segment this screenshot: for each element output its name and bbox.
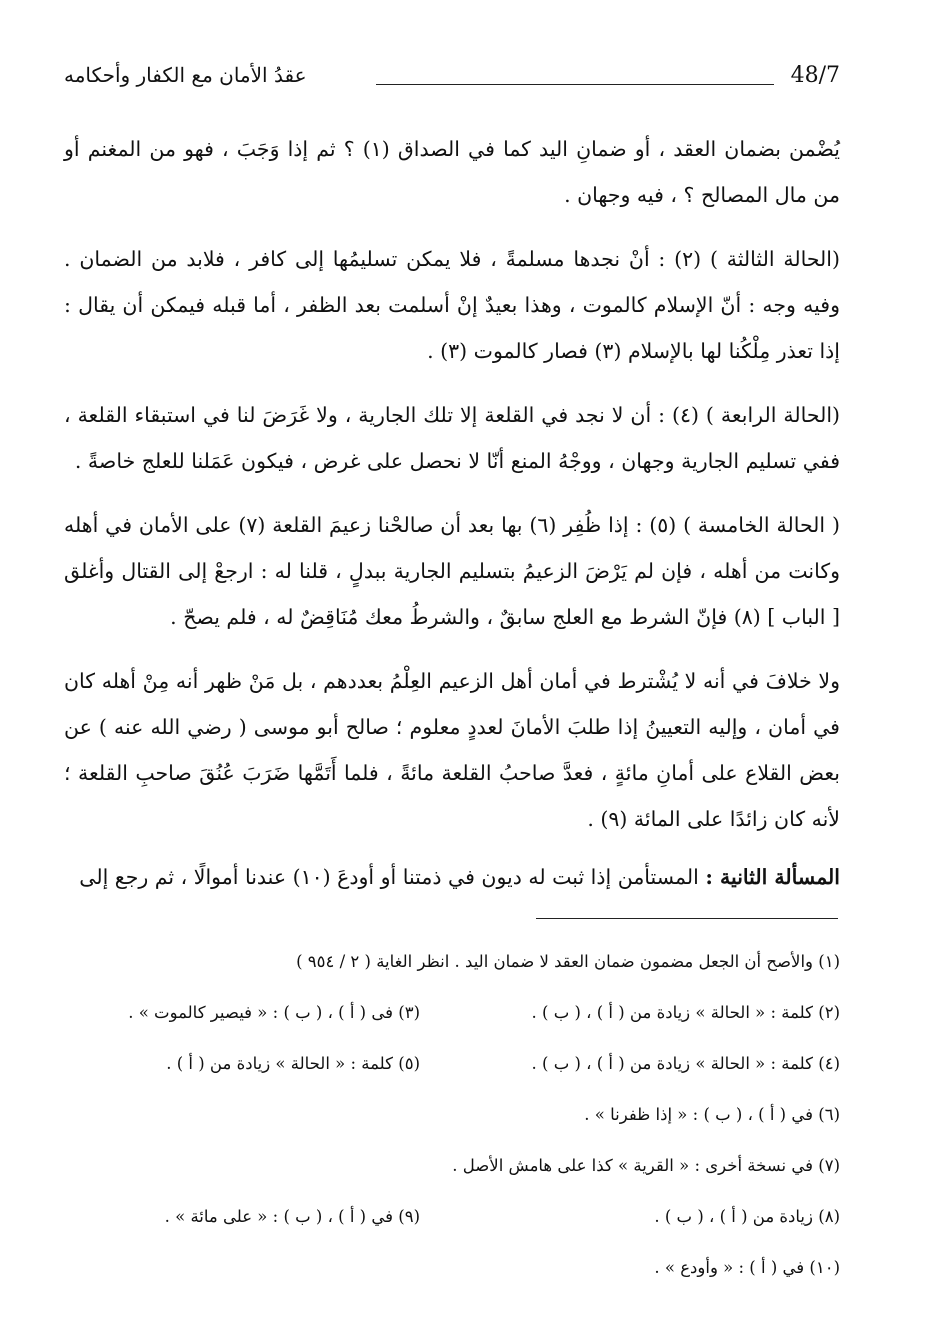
footnote-2: (٢) كلمة : « الحالة » زيادة من ( أ ) ، ( ب ) . — [531, 1003, 840, 1022]
footnote-row — [64, 1089, 840, 1140]
footnote-row — [64, 1191, 840, 1242]
footnotes — [64, 936, 840, 1293]
footnote-8: (٨) زيادة من ( أ ) ، ( ب ) . — [654, 1207, 840, 1226]
footnote-row — [64, 936, 840, 987]
footnote-3: (٣) فى ( أ ) ، ( ب ) : « فيصير كالموت » . — [128, 1003, 420, 1022]
footnote-7: (٧) في نسخة أخرى : « القرية » كذا على هامش الأصل . — [452, 1156, 840, 1175]
footnote-6: (٦) في ( أ ) ، ( ب ) : « إذا ظفرنا » . — [584, 1105, 840, 1124]
footnote-10: (١٠) في ( أ ) : « وأودع » . — [654, 1258, 840, 1277]
footnote-rule — [536, 918, 838, 919]
paragraph-1: يُضْمن بضمان العقد ، أو ضمانِ اليد كما في الصداق (١) ؟ ثم إذا وَجَبَ ، فهو من المغنم أو من مال المصالح ؟ ، فيه وجهان . — [64, 137, 840, 207]
section-lead: المسألة الثانية : — [705, 865, 840, 889]
running-title: عقدُ الأمان مع الكفار وأحكامه — [64, 63, 307, 87]
footnote-row — [64, 987, 840, 1038]
paragraph-5: ولا خلافَ في أنه لا يُشْترط في أمان أهل الزعيم العِلْمُ بعددهم ، بل مَنْ ظهر أنه مِنْ أهله كان في أمان ، وإليه التعيينُ إذا طلبَ الأمانَ لعددٍ معلوم ؛ صالح أبو موسى ( رضي الله عنه ) عن بعض القلاع على أمانِ مائةٍ ، فعدَّ صاحبُ القلعة مائةً ، فلما أَتَمَّها ضَرَبَ عُنُقَ صاحبِ القلعة ؛ لأنه كان زائدًا على المائة (٩) . — [64, 669, 841, 831]
page-header — [64, 55, 840, 95]
footnote-4: (٤) كلمة : « الحالة » زيادة من ( أ ) ، ( ب ) . — [531, 1054, 840, 1073]
footnote-1: (١) والأصح أن الجعل مضمون ضمان العقد لا ضمان اليد . انظر الغاية ( ٢ / ٩٥٤ ) — [296, 952, 840, 971]
paragraph-6 — [64, 854, 840, 900]
footnote-5: (٥) كلمة : « الحالة » زيادة من ( أ ) . — [166, 1054, 420, 1073]
footnote-row — [64, 1038, 840, 1089]
paragraph-6-text: المستأمن إذا ثبت له ديون في ذمتنا أو أودعَ (١٠) عندنا أموالًا ، ثم رجع إلى — [79, 865, 706, 889]
paragraph-3: (الحالة الرابعة ) (٤) : أن لا نجد في القلعة إلا تلك الجارية ، ولا غَرَضَ لنا في استبقاء القلعة ، ففي تسليم الجارية وجهان ، ووجْهُ المنع أنّا لا نحصل على غرض ، فيكون عَمَلنا للعلج خاصةً . — [64, 403, 841, 473]
page-number: 48/7 — [790, 63, 840, 88]
paragraph-2: (الحالة الثالثة ) (٢) : أنْ نجدها مسلمةً ، فلا يمكن تسليمُها إلى كافر ، فلابد من الضمان . وفيه وجه : أنّ الإسلام كالموت ، وهذا بعيدٌ إنْ أسلمت بعد الظفر ، أما قبله فيمكن أن يقال : إذا تعذر مِلْكُنا لها بالإسلام (٣) فصار كالموت (٣) . — [64, 247, 840, 363]
main-text — [64, 126, 840, 918]
paragraph-4: ( الحالة الخامسة ) (٥) : إذا ظُفِر (٦) بها بعد أن صالحْنا زعيمَ القلعة (٧) على الأمان في أهله وكانت من أهله ، فإن لم يَرْضَ الزعيمُ بتسليم الجارية ببدلٍ ، قلنا له : ارجعْ إلى القتال وأغلق [ الباب ] (٨) فإنّ الشرط مع العلج سابقٌ ، والشرطُ معك مُنَاقِضٌ له ، فلم يصحّ . — [64, 513, 840, 629]
header-rule — [376, 84, 774, 85]
footnote-row — [64, 1242, 840, 1293]
footnote-row — [64, 1140, 840, 1191]
footnote-9: (٩) في ( أ ) ، ( ب ) : « على مائة » . — [164, 1207, 420, 1226]
